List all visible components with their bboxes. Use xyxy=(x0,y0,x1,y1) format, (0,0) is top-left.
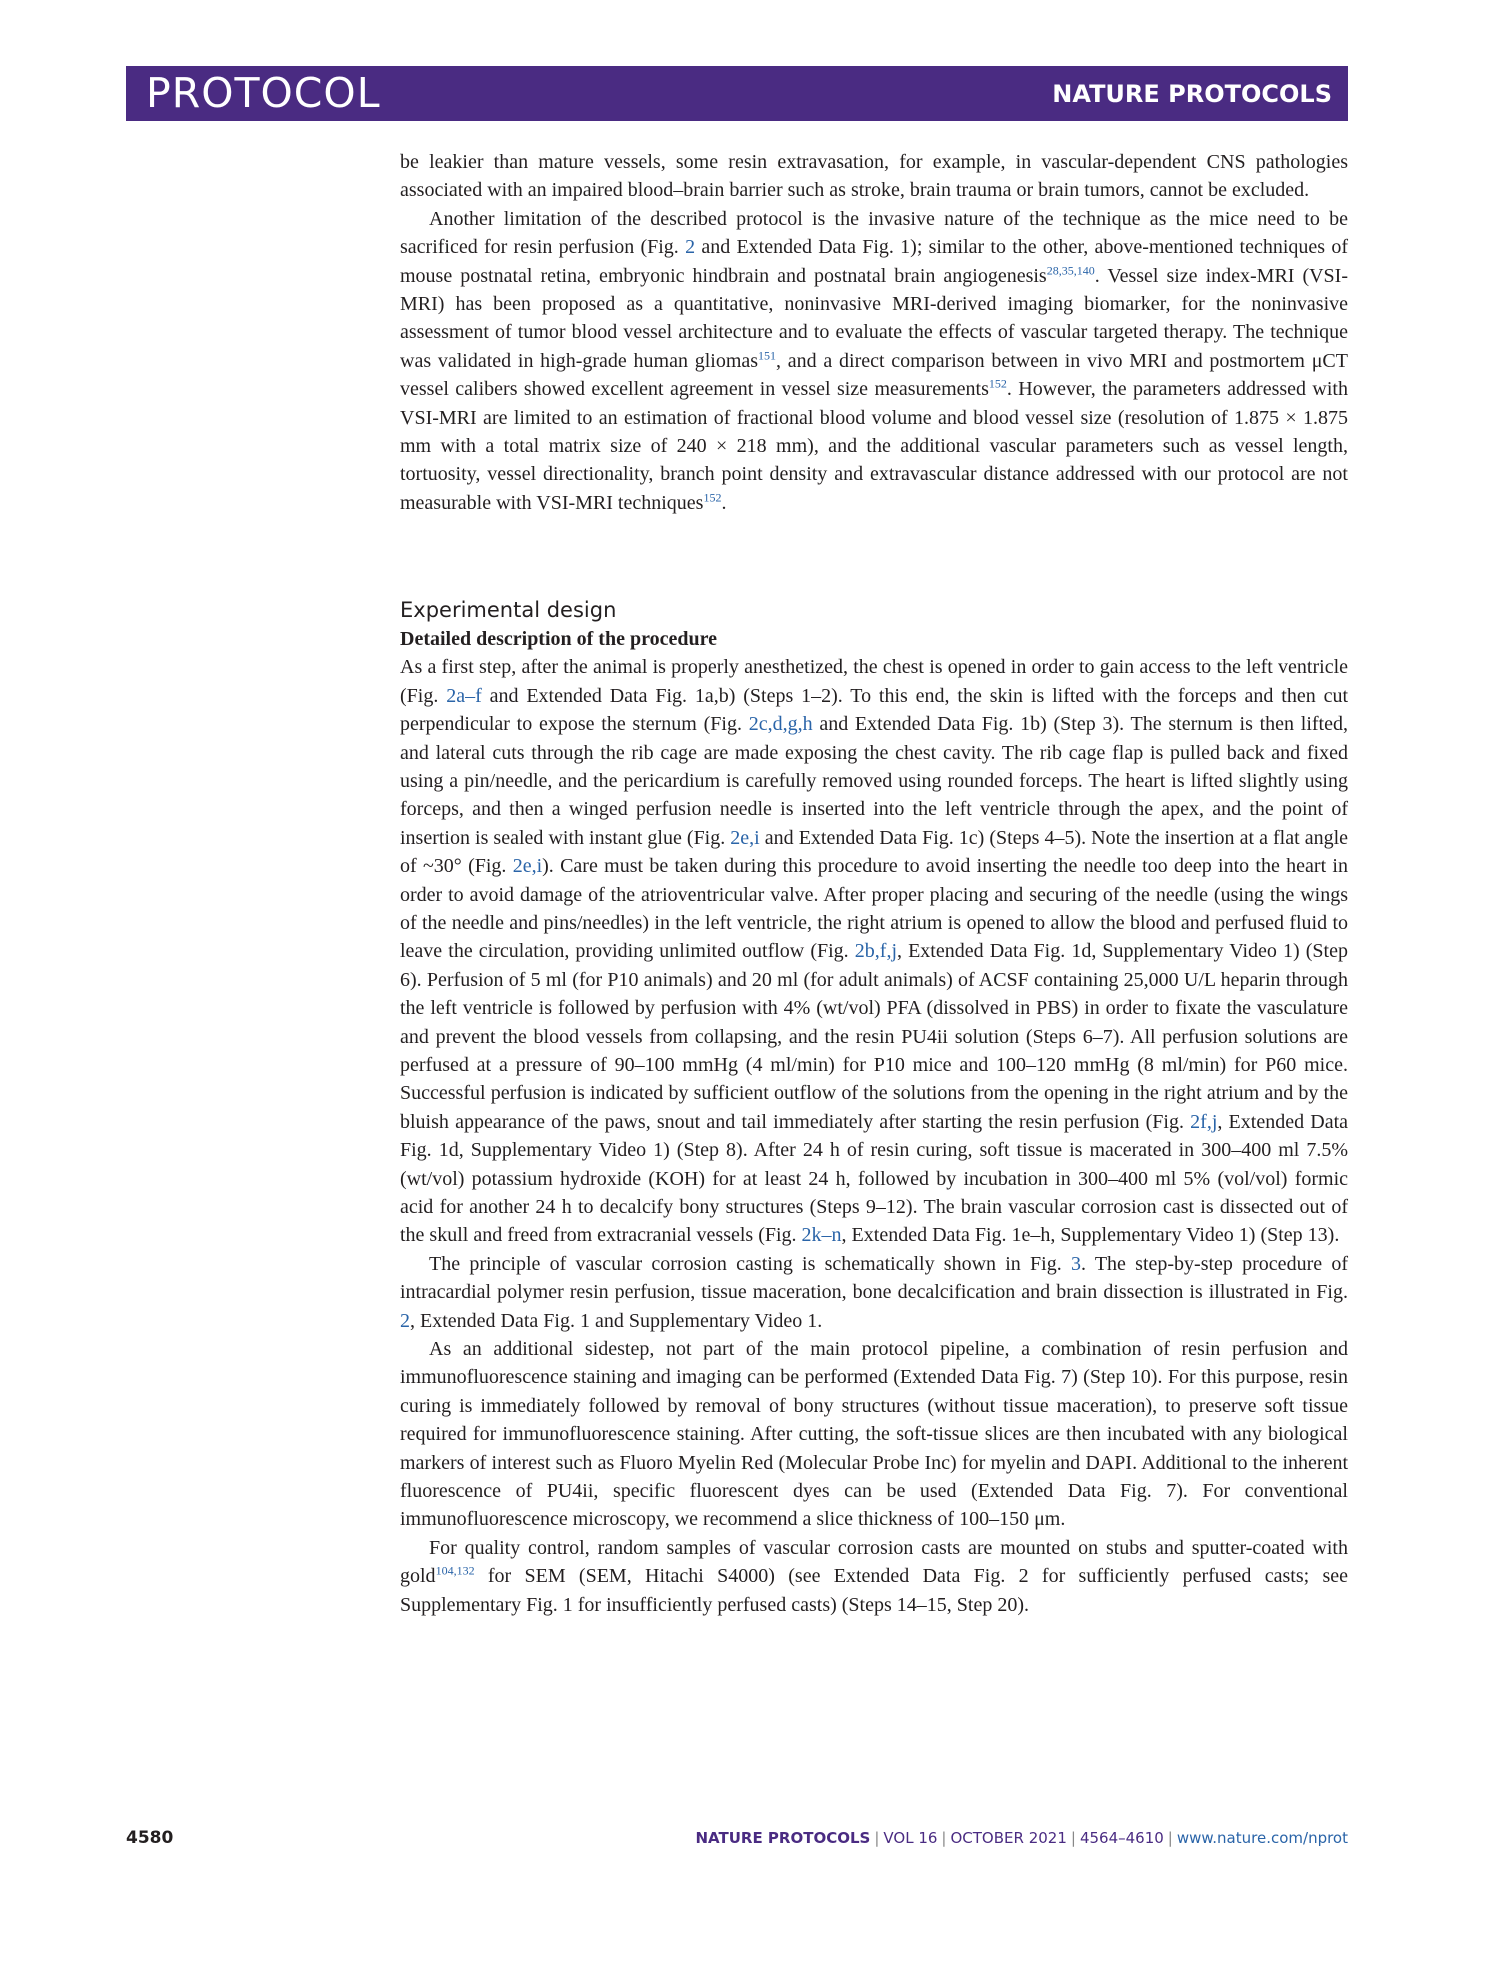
footer-separator: | xyxy=(1167,1829,1173,1847)
figure-link[interactable]: 2a–f xyxy=(446,684,482,707)
paragraph-4 xyxy=(400,1250,1348,1335)
paragraph-4-text-3: , Extended Data Fig. 1 and Supplementary Video 1. xyxy=(410,1309,823,1332)
paragraph-4-text-2: . The step-by-step procedure of intracardial polymer resin perfusion, tissue maceration, bone decalcification and brain dissection is illustrated in Fig. xyxy=(400,1252,1348,1304)
citation-link[interactable]: 151 xyxy=(758,348,777,363)
paragraph-2-text-5: . However, the parameters addressed with VSI-MRI are limited to an estimation of fractional blood volume and blood vessel size (resolution of 1.875 × 1.875 mm with a total matrix size of 240 × 218 mm), and the additional vascular parameters such as vessel length, tortuosity, vessel directionality, branch point density and extravascular distance addressed with our protocol are not measurable with VSI-MRI techniques xyxy=(400,378,1348,514)
citation-link[interactable]: 152 xyxy=(703,490,722,505)
figure-link[interactable]: 2c,d,g,h xyxy=(748,713,813,736)
footer-url-link[interactable]: www.nature.com/nprot xyxy=(1176,1829,1348,1847)
paragraph-2-text-6: . xyxy=(721,491,727,514)
paragraph-3-text-6: , Extended Data Fig. 1d, Supplementary Video 1) (Step 6). Perfusion of 5 ml (for P10 animals) and 20 ml (for adult animals) of ACSF containing 25,000 U/L heparin through the left ventricle is followed by perfusion with 4% (wt/vol) PFA (dissolved in PBS) in order to fixate the vasculature and prevent the blood vessels from collapsing, and the resin PU4ii solution (Steps 6–7). All perfusion solutions are perfused at a pressure of 90–100 mmHg (4 ml/min) for P10 mice and 100–120 mmHg (8 ml/min) for P60 mice. Successful perfusion is indicated by sufficient outflow of the solutions from the opening in the right atrium and by the bluish appearance of the paws, snout and tail immediately after starting the resin perfusion (Fig. xyxy=(400,940,1348,1133)
paragraph-3-text-4: and Extended Data Fig. 1c) (Steps 4–5). Note the insertion at a flat angle of ~30° (Fig. xyxy=(400,826,1348,878)
footer-journal: NATURE PROTOCOLS xyxy=(695,1829,871,1847)
paragraph-2-text-1: Another limitation of the described protocol is the invasive nature of the technique as the mice need to be sacrificed for resin perfusion (Fig. xyxy=(400,207,1348,259)
paragraph-3 xyxy=(400,653,1348,1250)
figure-link[interactable]: 2f,j xyxy=(1190,1110,1218,1133)
header-bar xyxy=(126,66,1348,121)
paragraph-6-text-1: For quality control, random samples of vascular corrosion casts are mounted on stubs and sputter-coated with gold xyxy=(400,1536,1348,1588)
paragraph-1-text: be leakier than mature vessels, some resin extravasation, for example, in vascular-dependent CNS pathologies associated with an impaired blood–brain barrier such as stroke, brain trauma or brain tumors, cannot be excluded. xyxy=(400,151,1348,202)
section-heading: Experimental design xyxy=(400,598,617,623)
footer-pages: 4564–4610 xyxy=(1079,1829,1164,1847)
figure-link[interactable]: 2e,i xyxy=(730,826,760,849)
paragraph-5 xyxy=(400,1335,1348,1534)
footer-volume: VOL 16 xyxy=(883,1829,938,1847)
article-body xyxy=(400,148,1348,1619)
figure-link[interactable]: 2 xyxy=(400,1309,410,1332)
paragraph-3-text-3: and Extended Data Fig. 1b) (Step 3). The sternum is then lifted, and lateral cuts through the rib cage are made exposing the chest cavity. The rib cage flap is pulled back and fixed using a pin/needle, and the pericardium is carefully removed using rounded forceps. The heart is lifted slightly using forceps, and then a winged perfusion needle is inserted into the left ventricle through the apex, and the point of insertion is sealed with instant glue (Fig. xyxy=(400,713,1348,849)
footer-separator: | xyxy=(874,1829,880,1847)
footer-issue-date: OCTOBER 2021 xyxy=(950,1829,1067,1847)
figure-link[interactable]: 2 xyxy=(685,236,696,259)
journal-name-header: NATURE PROTOCOLS xyxy=(1052,80,1332,108)
figure-link[interactable]: 2e,i xyxy=(512,855,543,878)
paragraph-3-text-1: As a first step, after the animal is properly anesthetized, the chest is opened in order to gain access to the left ventricle (Fig. xyxy=(400,656,1348,707)
paragraph-3-text-5: ). Care must be taken during this procedure to avoid inserting the needle too deep into the heart in order to avoid damage of the atrioventricular valve. After proper placing and securing of the needle (using the wings of the needle and pins/needles) in the left ventricle, the right atrium is opened to allow the blood and perfused fluid to leave the circulation, providing unlimited outflow (Fig. xyxy=(400,855,1348,963)
paragraph-3-text-7: , Extended Data Fig. 1d, Supplementary Video 1) (Step 8). After 24 h of resin curing, soft tissue is macerated in 300–400 ml 7.5% (wt/vol) potassium hydroxide (KOH) for at least 24 h, followed by incubation in 300–400 ml 5% (vol/vol) formic acid for another 24 h to decalcify bony structures (Steps 9–12). The brain vascular corrosion cast is dissected out of the skull and freed from extracranial vessels (Fig. xyxy=(400,1110,1349,1247)
citation-link[interactable]: 104,132 xyxy=(435,1563,475,1578)
paragraph-2-text-4: , and a direct comparison between in vivo MRI and postmortem μCT vessel calibers showed excellent agreement in vessel size measurements xyxy=(400,349,1348,401)
paragraph-2-text-3: . Vessel size index-MRI (VSI-MRI) has been proposed as a quantitative, noninvasive MRI-derived imaging biomarker, for the noninvasive assessment of tumor blood vessel architecture and to evaluate the effects of vascular targeted therapy. The technique was validated in high-grade human gliomas xyxy=(400,264,1348,372)
footer-separator: | xyxy=(941,1829,947,1847)
citation-link[interactable]: 28,35,140 xyxy=(1046,262,1095,277)
figure-link[interactable]: 2b,f,j xyxy=(854,940,897,963)
figure-link[interactable]: 2k–n xyxy=(801,1224,842,1247)
paragraph-3-text-8: , Extended Data Fig. 1e–h, Supplementary Video 1) (Step 13). xyxy=(841,1224,1340,1247)
subsection-heading: Detailed description of the procedure xyxy=(400,628,718,651)
paragraph-6 xyxy=(400,1534,1348,1619)
paragraph-2-text-2: and Extended Data Fig. 1); similar to the other, above-mentioned techniques of mouse postnatal retina, embryonic hindbrain and postnatal brain angiogenesis xyxy=(400,236,1348,287)
article-type-label: PROTOCOL xyxy=(146,69,381,117)
paragraph-4-text-1: The principle of vascular corrosion casting is schematically shown in Fig. xyxy=(429,1252,1071,1275)
footer-separator: | xyxy=(1070,1829,1076,1847)
paragraph-6-text-2: for SEM (SEM, Hitachi S4000) (see Extended Data Fig. 2 for sufficiently perfused casts; see Supplementary Fig. 1 for insufficiently perfused casts) (Steps 14–15, Step 20). xyxy=(400,1565,1348,1616)
paragraph-5-text: As an additional sidestep, not part of the main protocol pipeline, a combination of resin perfusion and immunofluorescence staining and imaging can be performed (Extended Data Fig. 7) (Step 10). For this purpose, resin curing is immediately followed by removal of bony structures (without tissue maceration), to preserve soft tissue required for immunofluorescence staining. After cutting, the soft-tissue slices are then incubated with any biological markers of interest such as Fluoro Myelin Red (Molecular Probe Inc) for myelin and DAPI. Additional to the inherent fluorescence of PU4ii, specific fluorescent dyes can be used (Extended Data Fig. 7). For conventional immunofluorescence microscopy, we recommend a slice thickness of 100–150 μm. xyxy=(400,1338,1348,1531)
citation-link[interactable]: 152 xyxy=(988,376,1007,391)
footer-citation xyxy=(695,1829,1348,1847)
paragraph-1 xyxy=(400,148,1348,205)
page-number: 4580 xyxy=(126,1828,174,1848)
paragraph-3-text-2: and Extended Data Fig. 1a,b) (Steps 1–2). To this end, the skin is lifted with the forceps and then cut perpendicular to expose the sternum (Fig. xyxy=(400,684,1348,736)
figure-link[interactable]: 3 xyxy=(1070,1252,1081,1275)
paragraph-2 xyxy=(400,205,1348,517)
